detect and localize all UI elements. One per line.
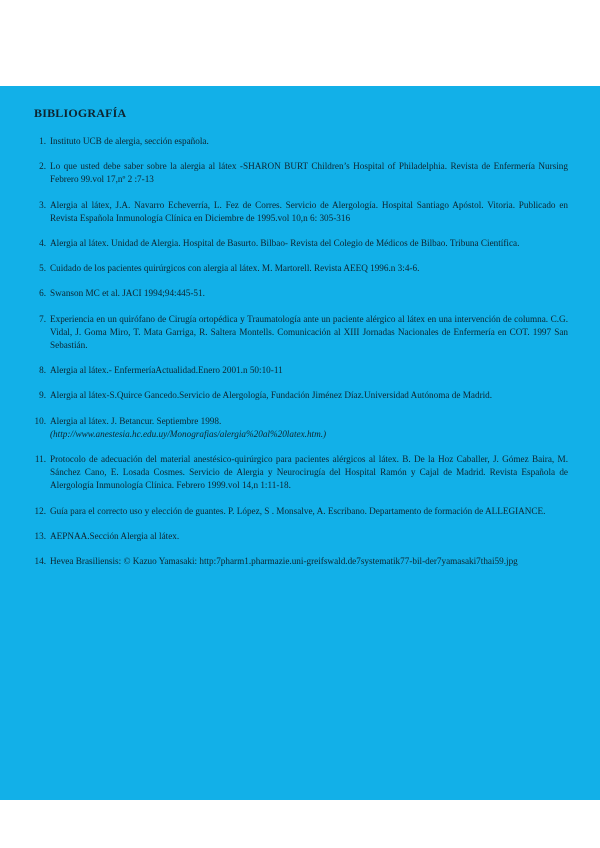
reference-item — [34, 262, 568, 275]
reference-text: Guía para el correcto uso y elección de guantes. P. López, S . Monsalve, A. Escribano. Departamento de formación de ALLEGIANCE. — [50, 505, 546, 516]
bibliography-panel — [0, 86, 600, 800]
reference-number: 6. — [39, 288, 46, 299]
reference-text-block — [50, 415, 568, 441]
reference-item — [34, 135, 568, 148]
reference-item — [34, 555, 568, 568]
reference-text: Experiencia en un quirófano de Cirugía ortopédica y Traumatología ante un paciente alérgico al látex en una intervención de columna. C.G. Vidal, J. Goma Miro, T. Mata Garriga, R. Saltera Montells. Comunicación al XIII Jornadas Nacionales de Enfermería en COT. 1997 San Sebastián. — [50, 313, 568, 351]
reference-url: (http://www.anestesia.hc.edu.uy/Monografias/alergia%20al%20latex.htm.) — [50, 428, 327, 439]
reference-number: 4. — [39, 238, 46, 249]
reference-number: 1. — [39, 136, 46, 146]
reference-number: 14. — [34, 556, 46, 567]
reference-item — [34, 237, 568, 250]
reference-text-block — [50, 505, 568, 518]
reference-number: 11. — [34, 454, 46, 465]
reference-text-block — [50, 262, 568, 275]
reference-number: 3. — [39, 199, 46, 210]
reference-text-block — [50, 555, 568, 568]
reference-item — [34, 530, 568, 543]
reference-number: 9. — [39, 390, 46, 401]
reference-number: 5. — [39, 263, 46, 274]
reference-item — [34, 364, 568, 377]
reference-item — [34, 505, 568, 518]
reference-text: Protocolo de adecuación del material anestésico-quirúrgico para pacientes alérgicos al látex. B. De la Hoz Caballer, J. Gómez Baira, M. Sánchez Cano, E. Losada Cosmes. Servicio de Alergia y Neurocirugía del Hospital Ramón y Cajal de Madrid. Revista Española de Alergología Inmunología Clínica. Febrero 1999.vol 14,n 1:11-18. — [50, 454, 568, 491]
reference-text: Hevea Brasiliensis: © Kazuo Yamasaki: http:7pharm1.pharmazie.uni-greifswald.de7systematik77-bil-der7yamasaki7thai59.jpg — [50, 556, 518, 567]
reference-text: Alergia al látex.- EnfermeríaActualidad.Enero 2001.n 50:10-11 — [50, 365, 283, 376]
reference-text-block — [50, 135, 568, 148]
reference-item — [34, 453, 568, 493]
reference-text: Alergia al látex-S.Quirce Gancedo.Servicio de Alergología, Fundación Jiménez Díaz.Universidad Autónoma de Madrid. — [50, 390, 493, 401]
reference-number: 8. — [39, 365, 46, 376]
reference-item — [34, 389, 568, 402]
reference-text-block — [50, 237, 568, 250]
reference-text: Alergia al látex, J.A. Navarro Echeverría, L. Fez de Corres. Servicio de Alergología. Hospital Santiago Apóstol. Vitoria. Publicado en Revista Española Inmunología Clínica en Diciembre de 1995.vol 10,n 6: 305-316 — [50, 199, 568, 223]
reference-text: Swanson MC et al. JACI 1994;94:445-51. — [50, 288, 205, 299]
reference-item — [34, 160, 568, 186]
bibliography-title: BIBLIOGRAFÍA — [34, 106, 127, 120]
reference-number: 12. — [34, 505, 46, 516]
reference-text: Lo que usted debe saber sobre la alergia al látex -SHARON BURT Children’s Hospital of Philadelphia. Revista de Enfermería Nursing Febrero 99.vol 17,nº 2 :7-13 — [50, 161, 568, 185]
reference-item — [34, 287, 568, 300]
reference-text-block — [50, 389, 568, 402]
reference-number: 13. — [34, 530, 46, 541]
reference-text-block — [50, 199, 568, 225]
reference-text-block — [50, 453, 568, 493]
reference-number: 2. — [39, 161, 46, 172]
reference-number: 7. — [39, 313, 46, 324]
reference-text: Alergia al látex. J. Betancur. Septiembre 1998. — [50, 415, 222, 426]
reference-text: Instituto UCB de alergia, sección española. — [50, 136, 209, 146]
reference-list — [34, 135, 568, 568]
reference-text: Cuidado de los pacientes quirúrgicos con alergia al látex. M. Martorell. Revista AEEQ 1996.n 3:4-6. — [50, 263, 420, 274]
reference-text: AEPNAA.Sección Alergia al látex. — [50, 530, 180, 541]
reference-item — [34, 199, 568, 225]
reference-text-block — [50, 287, 568, 300]
reference-text: Alergia al látex. Unidad de Alergia. Hospital de Basurto. Bilbao- Revista del Colegio de Médicos de Bilbao. Tribuna Científica. — [50, 238, 520, 249]
reference-item — [34, 313, 568, 353]
reference-text-block — [50, 364, 568, 377]
reference-text-block — [50, 160, 568, 186]
reference-number: 10. — [34, 415, 46, 426]
reference-text-block — [50, 313, 568, 353]
reference-item — [34, 415, 568, 441]
reference-text-block — [50, 530, 568, 543]
